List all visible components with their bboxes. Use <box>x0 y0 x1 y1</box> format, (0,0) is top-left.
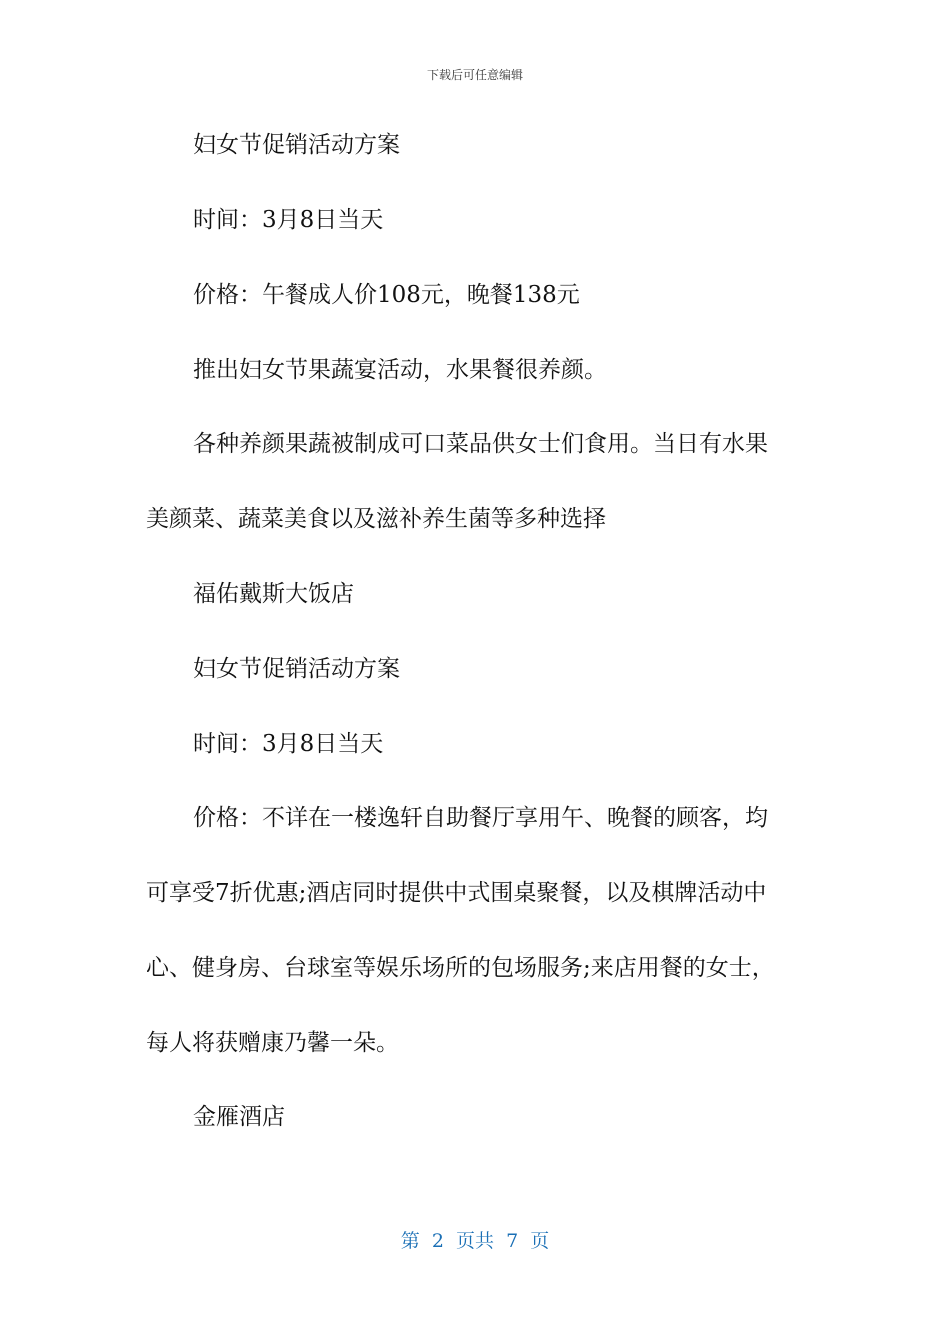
paragraph-description-line-2: 美颜菜、蔬菜美食以及滋补养生菌等多种选择 <box>146 506 606 532</box>
paragraph-price-2-line-3: 心、健身房、台球室等娱乐场所的包场服务;来店用餐的女士， <box>146 955 775 981</box>
paragraph-title-2: 妇女节促销活动方案 <box>193 656 400 682</box>
paragraph-time-1: 时间：3月8日当天 <box>193 207 384 233</box>
paragraph-activity: 推出妇女节果蔬宴活动，水果餐很养颜。 <box>193 357 607 383</box>
paragraph-price-2-line-4: 每人将获赠康乃馨一朵。 <box>146 1030 399 1056</box>
paragraph-description-line-1: 各种养颜果蔬被制成可口菜品供女士们食用。当日有水果 <box>193 431 768 457</box>
header-note: 下载后可任意编辑 <box>426 68 523 82</box>
paragraph-price-2-line-2: 可享受7折优惠;酒店同时提供中式围桌聚餐，以及棋牌活动中 <box>146 880 767 906</box>
page-number-footer: 第 2 页共 7 页 <box>400 1230 550 1252</box>
paragraph-hotel-name-2: 金雁酒店 <box>193 1104 285 1130</box>
paragraph-price-1: 价格：午餐成人价108元，晚餐138元 <box>193 282 580 308</box>
paragraph-time-2: 时间：3月8日当天 <box>193 731 384 757</box>
paragraph-hotel-name-1: 福佑戴斯大饭店 <box>193 581 354 607</box>
paragraph-title-1: 妇女节促销活动方案 <box>193 132 400 158</box>
paragraph-price-2-line-1: 价格：不详在一楼逸轩自助餐厅享用午、晚餐的顾客，均 <box>193 805 768 831</box>
